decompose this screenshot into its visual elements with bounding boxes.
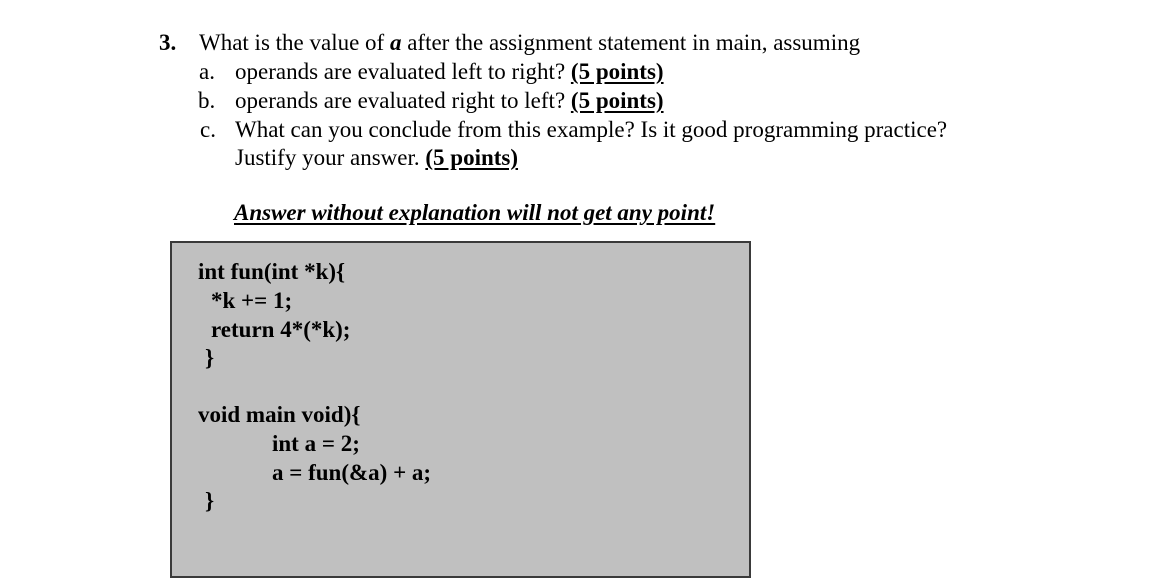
option-c-text-line1: What can you conclude from this example? Is it good programming practice? xyxy=(235,117,948,142)
warning-note: Answer without explanation will not get any point! xyxy=(234,200,716,225)
code-main-line2: a = fun(&a) + a; xyxy=(272,460,432,485)
option-c-text-line2 xyxy=(235,143,518,172)
option-c-points: (5 points) xyxy=(425,145,519,170)
option-a-text xyxy=(235,57,664,86)
code-main-signature: void main void){ xyxy=(198,402,361,427)
question-number: 3. xyxy=(159,30,177,55)
code-box xyxy=(170,241,751,578)
option-a-points: (5 points) xyxy=(570,59,664,84)
option-b-points: (5 points) xyxy=(570,88,664,113)
code-fun-line1: *k += 1; xyxy=(211,288,293,313)
option-c-letter: c. xyxy=(200,117,216,142)
option-a-question: operands are evaluated left to right? xyxy=(235,59,571,84)
option-a-letter: a. xyxy=(199,59,215,84)
option-b-question: operands are evaluated right to left? xyxy=(235,88,571,113)
code-fun-line2: return 4*(*k); xyxy=(211,317,351,342)
question-text-before: What is the value of xyxy=(199,30,390,55)
question-variable: a xyxy=(389,30,402,55)
code-main-close: } xyxy=(205,488,215,513)
option-b-letter: b. xyxy=(198,88,216,113)
option-c-justify: Justify your answer. xyxy=(235,145,426,170)
code-main-line1: int a = 2; xyxy=(272,431,360,456)
option-b-text xyxy=(235,86,664,115)
code-fun-signature: int fun(int *k){ xyxy=(198,259,346,284)
question-text xyxy=(199,28,860,57)
question-text-after: after the assignment statement in main, assuming xyxy=(401,30,861,55)
code-fun-close: } xyxy=(205,345,215,370)
